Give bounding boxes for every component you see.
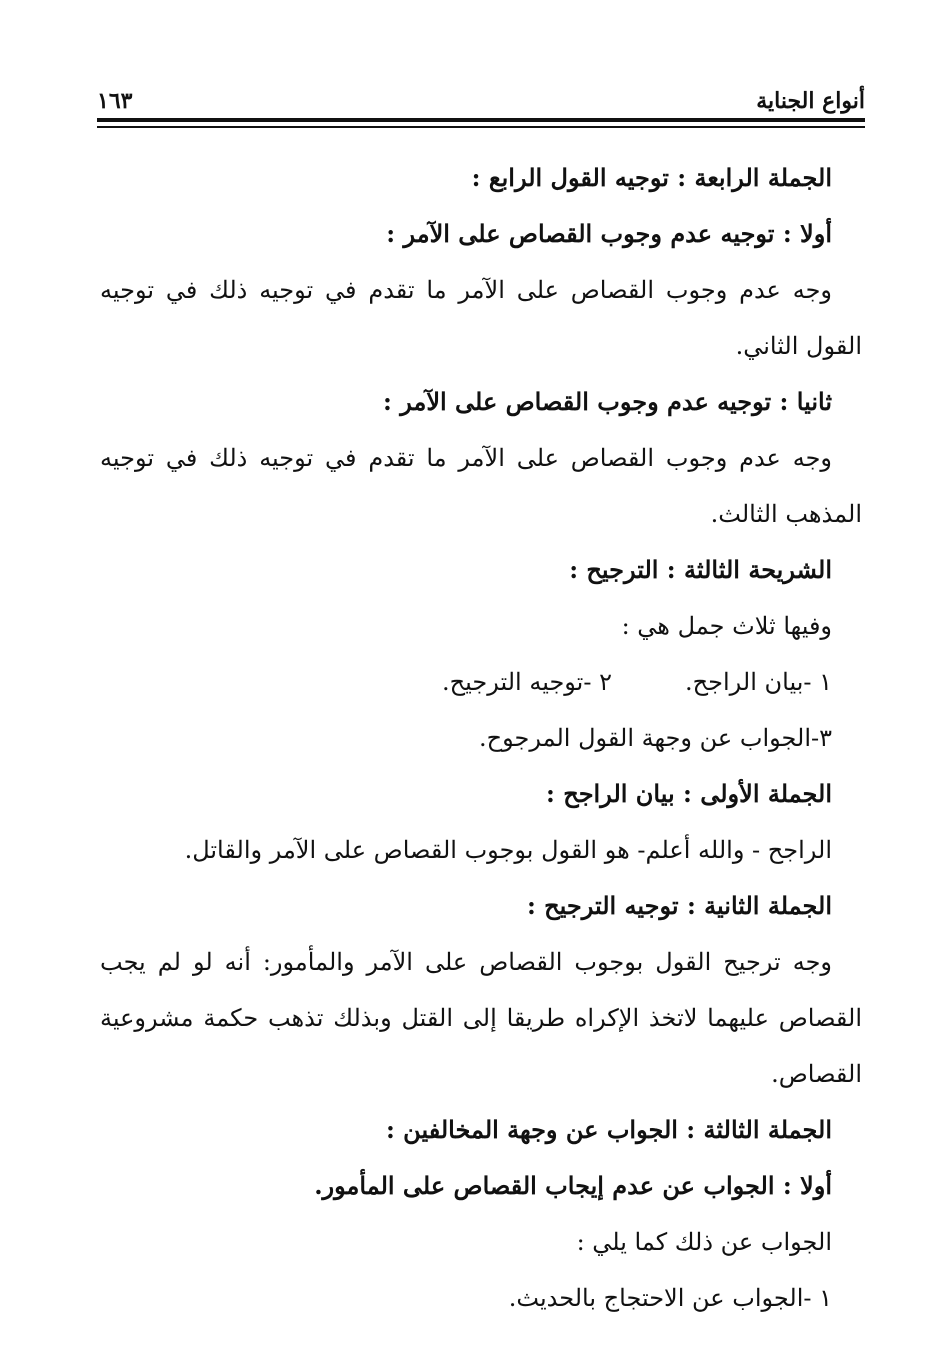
header-rule-thin bbox=[97, 126, 865, 128]
list-row bbox=[100, 654, 862, 710]
section-heading: الجملة الرابعة : توجيه القول الرابع : bbox=[471, 163, 832, 192]
paragraph-line: وفيها ثلاث جمل هي : bbox=[621, 612, 832, 640]
section-heading: الجملة الأولى : بيان الراجح : bbox=[546, 779, 832, 808]
page-number: ١٦٣ bbox=[97, 88, 133, 114]
section-heading: الجملة الثانية : توجيه الترجيح : bbox=[526, 891, 832, 920]
subheading: أولا : توجيه عدم وجوب القصاص على الآمر : bbox=[386, 219, 832, 248]
paragraph-line bbox=[100, 262, 862, 318]
list-item: ٢ -توجيه الترجيح. bbox=[442, 668, 612, 696]
paragraph-line bbox=[100, 430, 862, 486]
section-heading: الجملة الثالثة : الجواب عن وجهة المخالفين : bbox=[385, 1115, 832, 1144]
paragraph-line: المذهب الثالث. bbox=[710, 500, 862, 528]
page-header bbox=[97, 86, 865, 116]
paragraph-line: القصاص. bbox=[771, 1060, 862, 1088]
section-heading: الشريحة الثالثة : الترجيح : bbox=[569, 555, 832, 584]
list-item: ٣-الجواب عن وجهة القول المرجوح. bbox=[478, 724, 832, 752]
list-item: ١ -الجواب عن الاحتجاج بالحديث. bbox=[508, 1284, 832, 1312]
running-header-title: أنواع الجناية bbox=[756, 88, 865, 114]
paragraph-text: القصاص عليهما لاتخذ الإكراه طريقا إلى القتل وبذلك تذهب حكمة مشروعية bbox=[100, 1004, 862, 1032]
paragraph-line: الجواب عن ذلك كما يلي : bbox=[576, 1228, 832, 1256]
page-body bbox=[100, 150, 862, 1326]
paragraph-line bbox=[100, 934, 862, 990]
paragraph-line: الراجح - والله أعلم- هو القول بوجوب القصاص على الآمر والقاتل. bbox=[184, 836, 832, 864]
list-item: ١ -بيان الراجح. bbox=[685, 668, 832, 696]
paragraph-text: وجه عدم وجوب القصاص على الآمر ما تقدم في توجيه ذلك في توجيه bbox=[100, 444, 832, 472]
subheading: ثانيا : توجيه عدم وجوب القصاص على الآمر : bbox=[383, 387, 832, 416]
paragraph-line bbox=[100, 990, 862, 1046]
paragraph-text: وجه عدم وجوب القصاص على الآمر ما تقدم في توجيه ذلك في توجيه bbox=[100, 276, 832, 304]
paragraph-text: وجه ترجيح القول بوجوب القصاص على الآمر والمأمور: أنه لو لم يجب bbox=[100, 948, 832, 976]
header-rule-thick bbox=[97, 118, 865, 122]
subheading: أولا : الجواب عن عدم إيجاب القصاص على المأمور. bbox=[314, 1171, 832, 1200]
paragraph-line: القول الثاني. bbox=[735, 332, 862, 360]
